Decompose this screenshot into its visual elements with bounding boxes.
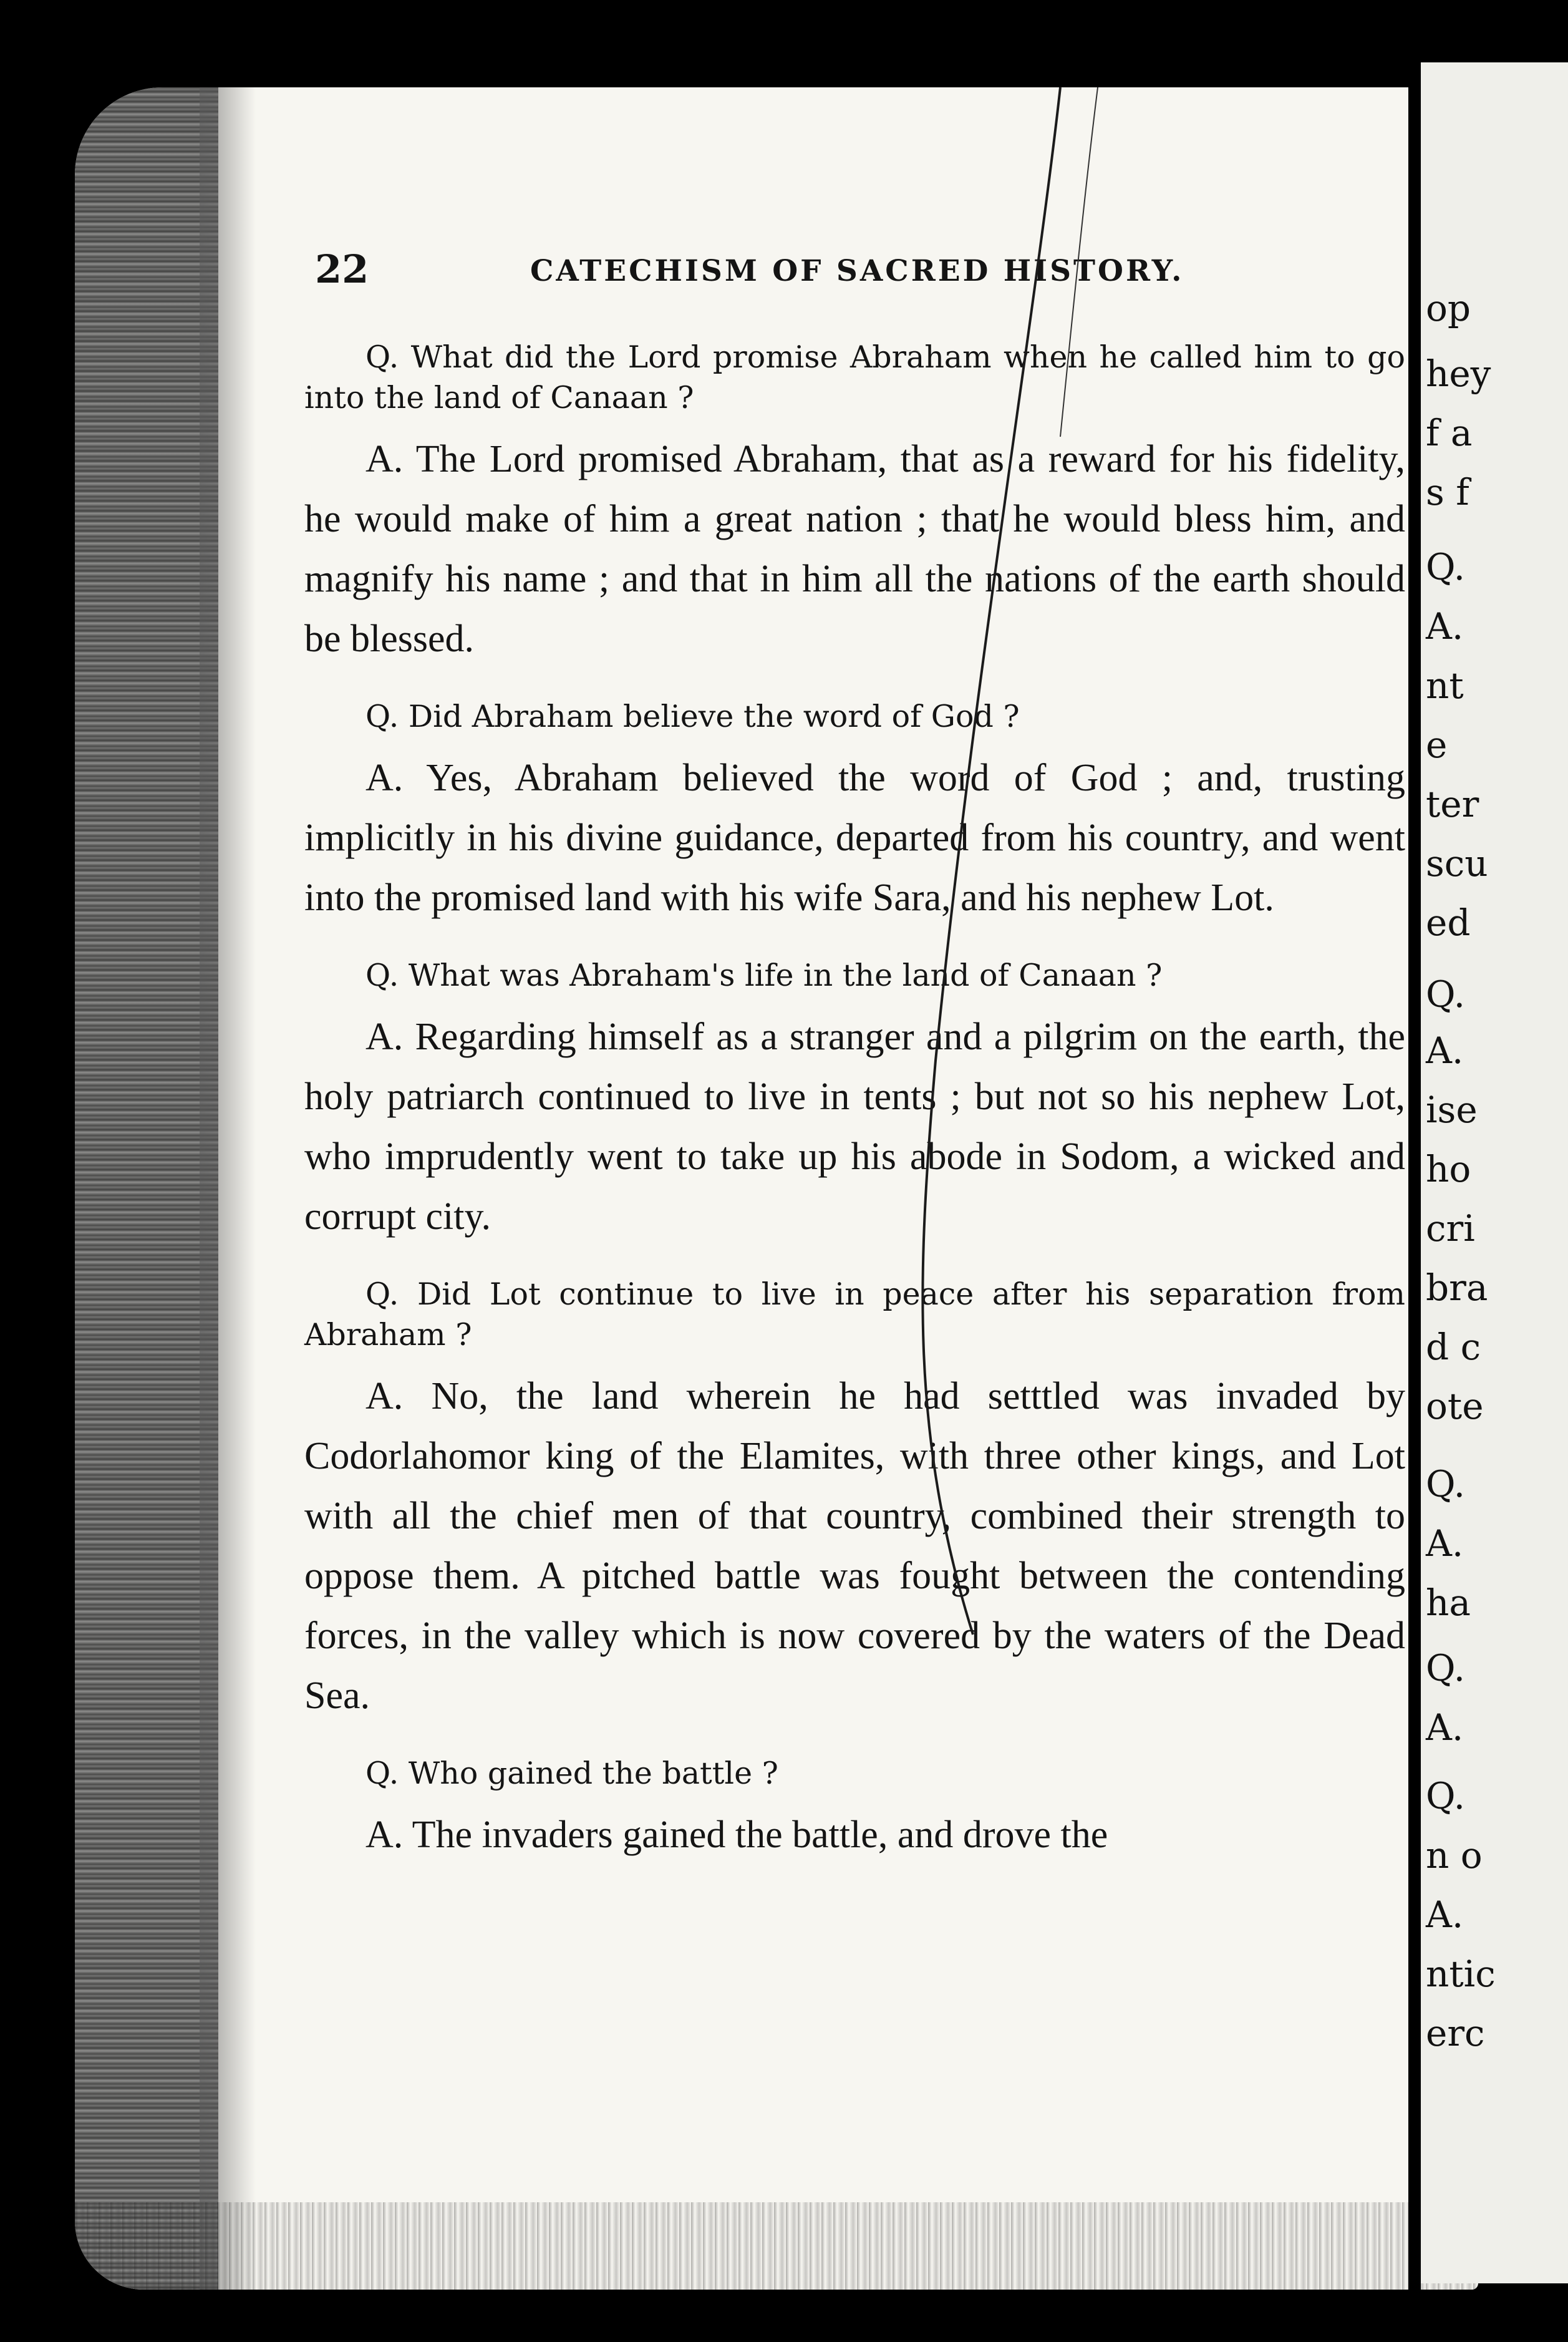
question-paragraph	[304, 1274, 1405, 1355]
adjacent-page-fragment: ntic	[1426, 1953, 1496, 1995]
question-label: Q.	[365, 1276, 399, 1312]
question-text: What was Abraham's life in the land of Canaan ?	[408, 958, 1163, 993]
adjacent-page-fragment: A.	[1426, 1522, 1464, 1565]
adjacent-page-fragment: n o	[1426, 1834, 1483, 1877]
adjacent-page-fragment: Q.	[1426, 1775, 1466, 1817]
running-title: CATECHISM OF SACRED HISTORY.	[530, 254, 1184, 288]
adjacent-page-edge	[1421, 62, 1568, 2283]
page-binding-edge	[75, 87, 218, 2290]
page-number: 22	[315, 246, 369, 292]
adjacent-page-fragment: Q.	[1426, 1647, 1466, 1689]
question-text: What did the Lord promise Abraham when he called him to go into the land of Canaan ?	[304, 339, 1405, 415]
adjacent-page-fragment: A.	[1426, 1893, 1464, 1936]
page-bottom-edge	[75, 2202, 1478, 2290]
adjacent-page-fragment: Q.	[1426, 1463, 1466, 1505]
answer-paragraph	[304, 1007, 1405, 1246]
adjacent-page-fragment: A.	[1426, 605, 1464, 648]
answer-text: No, the land wherein he had setttled was invaded by Codorlahomor king of the Elamites, with three other kings, and Lot with all the chief men of that country, combined their strength to oppose them. A pitched battle was fought between the contending forces, in the valley which is now covered by the waters of the Dead Sea.	[304, 1375, 1406, 1717]
adjacent-page-fragment: ise	[1426, 1089, 1478, 1131]
answer-paragraph	[304, 1805, 1405, 1865]
adjacent-page-fragment: ed	[1426, 901, 1471, 944]
answer-text: Regarding himself as a stranger and a pilgrim on the earth, the holy patriarch continued to live in tents ; but not so his nephew Lot, who imprudently went to take up his abode in Sodom, a wicked and corrupt city.	[304, 1016, 1405, 1238]
adjacent-page-fragment: Q.	[1426, 973, 1466, 1016]
answer-text: The Lord promised Abraham, that as a reward for his fidelity, he would make of him a great nation ; that he would bless him, and magnify his name ; and that in him all the nations of the earth should be blessed.	[304, 438, 1405, 660]
question-label: Q.	[365, 339, 399, 375]
answer-paragraph	[304, 1366, 1405, 1726]
adjacent-page-fragment: cri	[1426, 1207, 1475, 1250]
adjacent-page-fragment: Q.	[1426, 546, 1466, 588]
page-gutter	[1408, 87, 1421, 2308]
adjacent-page-fragment: A.	[1426, 1706, 1464, 1749]
answer-text: Yes, Abraham believed the word of God ; and, trusting implicitly in his divine guidance, departed from his country, and went into the promised land with his wife Sara, and his nephew Lot.	[304, 757, 1406, 919]
catechism-text	[304, 337, 1405, 1865]
adjacent-page-fragment: s f	[1426, 471, 1469, 513]
adjacent-page-fragment: bra	[1426, 1266, 1488, 1309]
question-label: Q.	[365, 699, 399, 734]
answer-label: A.	[365, 1814, 404, 1856]
question-label: Q.	[365, 958, 399, 993]
adjacent-page-fragment: A.	[1426, 1029, 1464, 1072]
question-text: Who gained the battle ?	[408, 1756, 778, 1791]
adjacent-page-fragment: ter	[1426, 783, 1479, 825]
adjacent-page-fragment: nt	[1426, 664, 1464, 707]
question-paragraph	[304, 955, 1405, 996]
binding-shadow	[200, 87, 256, 2290]
answer-label: A.	[365, 1375, 404, 1417]
adjacent-page-fragment: ha	[1426, 1582, 1471, 1624]
answer-label: A.	[365, 1016, 404, 1058]
adjacent-page-fragment: ho	[1426, 1148, 1471, 1190]
adjacent-page-fragment: scu	[1426, 842, 1488, 885]
question-text: Did Abraham believe the word of God ?	[408, 699, 1020, 734]
adjacent-page-fragment: e	[1426, 724, 1448, 766]
running-header	[315, 246, 1388, 296]
adjacent-page-fragment: f a	[1426, 412, 1473, 454]
answer-paragraph	[304, 748, 1405, 928]
question-paragraph	[304, 1753, 1405, 1794]
question-label: Q.	[365, 1756, 399, 1791]
adjacent-page-fragment: hey	[1426, 352, 1491, 395]
question-text: Did Lot continue to live in peace after his separation from Abraham ?	[304, 1276, 1405, 1353]
adjacent-page-fragment: erc	[1426, 2012, 1485, 2054]
answer-text: The invaders gained the battle, and drove the	[412, 1814, 1108, 1856]
adjacent-page-fragment: op	[1426, 287, 1471, 329]
answer-paragraph	[304, 429, 1405, 669]
adjacent-page-fragment: d c	[1426, 1326, 1481, 1368]
answer-label: A.	[365, 757, 404, 799]
adjacent-page-fragment: ote	[1426, 1385, 1484, 1427]
answer-label: A.	[365, 438, 404, 480]
question-paragraph	[304, 696, 1405, 737]
question-paragraph	[304, 337, 1405, 418]
